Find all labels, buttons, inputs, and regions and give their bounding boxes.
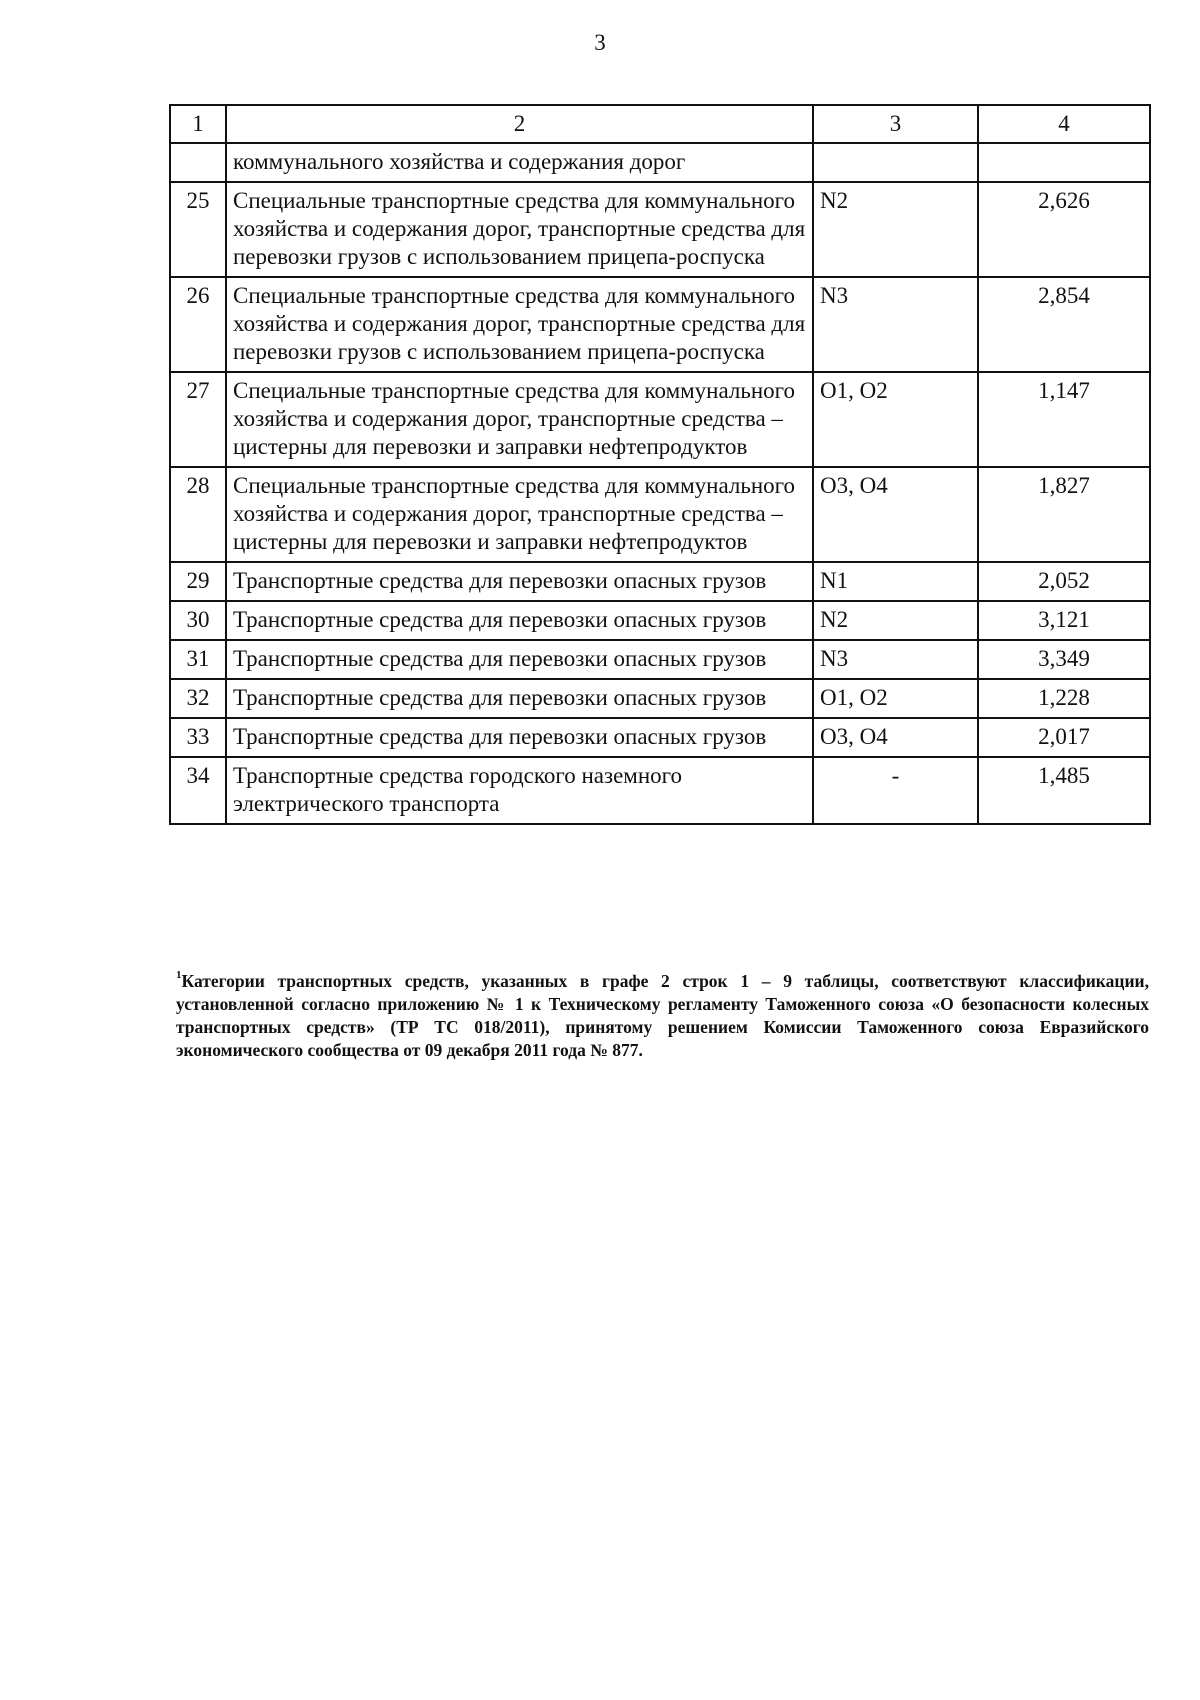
header-cell-2: 2 [226,105,813,143]
row-value: 2,626 [978,182,1150,277]
table-row [170,601,1150,640]
row-number: 34 [170,757,226,824]
row-number [170,143,226,182]
table-row [170,562,1150,601]
row-number: 28 [170,467,226,562]
row-category: N3 [813,640,978,679]
row-value: 3,121 [978,601,1150,640]
row-category: O1, O2 [813,679,978,718]
row-value: 2,854 [978,277,1150,372]
row-number: 27 [170,372,226,467]
row-number: 26 [170,277,226,372]
row-name: Транспортные средства для перевозки опасных грузов [226,679,813,718]
row-name: Транспортные средства для перевозки опасных грузов [226,718,813,757]
row-name: Транспортные средства для перевозки опасных грузов [226,640,813,679]
row-name: Специальные транспортные средства для коммунального хозяйства и содержания дорог, транспортные средства – цистерны для перевозки и заправки нефтепродуктов [226,372,813,467]
header-cell-4: 4 [978,105,1150,143]
row-number: 33 [170,718,226,757]
row-name: Транспортные средства для перевозки опасных грузов [226,562,813,601]
footnote-text: Категории транспортных средств, указанных в графе 2 строк 1 – 9 таблицы, соответствуют классификации, установленной согласно приложению № 1 к Техническому регламенту Таможенного союза «О безопасности колесных транспортных средств» (ТР ТС 018/2011), принятому решением Комиссии Таможенного союза Евразийского экономического сообщества от 09 декабря 2011 года № 877. [176,971,1149,1060]
row-category: O3, O4 [813,718,978,757]
row-number: 31 [170,640,226,679]
header-cell-3: 3 [813,105,978,143]
table-row [170,467,1150,562]
row-value: 3,349 [978,640,1150,679]
row-category: N2 [813,601,978,640]
table-row [170,182,1150,277]
row-category: O1, O2 [813,372,978,467]
header-cell-1: 1 [170,105,226,143]
row-number: 32 [170,679,226,718]
coefficients-table [169,104,1151,825]
table-row [170,757,1150,824]
row-value: 2,017 [978,718,1150,757]
footnote-marker: 1 [176,969,182,981]
row-category: - [813,757,978,824]
row-value: 1,485 [978,757,1150,824]
table-row [170,679,1150,718]
row-name: Транспортные средства городского наземного электрического транспорта [226,757,813,824]
row-category: N2 [813,182,978,277]
row-name: Специальные транспортные средства для коммунального хозяйства и содержания дорог, транспортные средства для перевозки грузов с использованием прицепа-роспуска [226,182,813,277]
footnote [176,970,1149,1062]
table-row [170,372,1150,467]
row-value: 1,228 [978,679,1150,718]
row-value [978,143,1150,182]
table-row [170,718,1150,757]
row-value: 1,147 [978,372,1150,467]
table-row [170,277,1150,372]
row-category [813,143,978,182]
row-value: 2,052 [978,562,1150,601]
row-number: 30 [170,601,226,640]
row-name: Транспортные средства для перевозки опасных грузов [226,601,813,640]
row-category: N1 [813,562,978,601]
row-name: Специальные транспортные средства для коммунального хозяйства и содержания дорог, транспортные средства – цистерны для перевозки и заправки нефтепродуктов [226,467,813,562]
row-name: Специальные транспортные средства для коммунального хозяйства и содержания дорог, транспортные средства для перевозки грузов с использованием прицепа-роспуска [226,277,813,372]
row-number: 29 [170,562,226,601]
page-number: 3 [594,30,606,55]
row-category: N3 [813,277,978,372]
table-row [170,640,1150,679]
row-category: O3, O4 [813,467,978,562]
row-name: коммунального хозяйства и содержания дорог [226,143,813,182]
row-number: 25 [170,182,226,277]
table-row [170,143,1150,182]
table-header-row [170,105,1150,143]
row-value: 1,827 [978,467,1150,562]
